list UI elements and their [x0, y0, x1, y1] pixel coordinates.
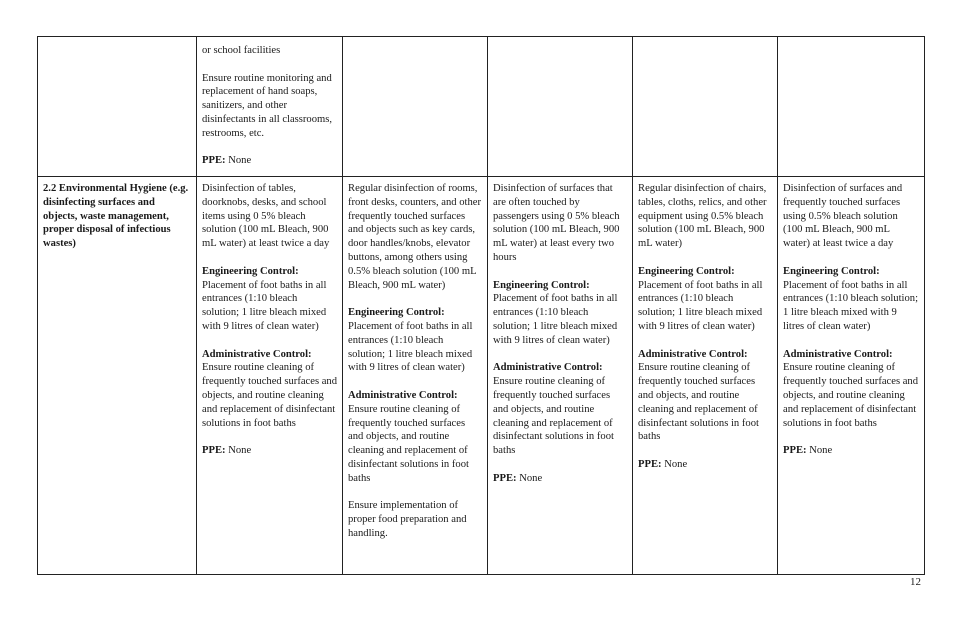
empty-cell: [488, 37, 633, 177]
ppe-value: None: [225, 155, 252, 167]
administrative-text: Ensure routine cleaning of frequently touched surfaces and objects, and routine cleaning and replacement of disinfectant solutions in foot baths: [348, 403, 469, 484]
engineering-text: Placement of foot baths in all entrances (1:10 bleach solution; 1 litre bleach mixed with 9 litres of clean water): [783, 279, 919, 332]
cell-text: Disinfection of tables, doorknobs, desks, and school items using 0 5% bleach solution (100 mL Bleach, 900 mL water) at least twice a day: [202, 183, 330, 250]
ppe-label: PPE:: [493, 472, 517, 484]
cell-text: Regular disinfection of chairs, tables, cloths, relics, and other equipment using 0.5% bleach solution (100 mL Bleach, 900 mL water): [638, 183, 767, 250]
administrative-control: [348, 389, 482, 486]
engineering-text: Placement of foot baths in all entrances (1:10 bleach solution; 1 litre bleach mixed with 9 litres of clean water): [202, 279, 327, 332]
cell-col4: [633, 177, 778, 575]
administrative-text: Ensure routine cleaning of frequently touched surfaces and objects, and routine cleaning and replacement of disinfectant solutions in foot baths: [783, 362, 919, 429]
engineering-control: [493, 279, 627, 348]
schools-cell: [197, 37, 343, 177]
administrative-label: Administrative Control:: [348, 389, 458, 401]
ppe-value: None: [806, 445, 833, 457]
table-row: [38, 37, 925, 177]
engineering-label: Engineering Control:: [202, 265, 299, 277]
ppe-label: PPE:: [638, 458, 662, 470]
ppe-label: PPE:: [202, 445, 226, 457]
empty-cell: [778, 37, 925, 177]
administrative-control: [202, 348, 337, 431]
administrative-label: Administrative Control:: [493, 362, 603, 374]
cell-text: or school facilities: [202, 45, 281, 56]
cell-col2: [343, 177, 488, 575]
administrative-control: [493, 361, 627, 458]
ppe-value: None: [225, 445, 252, 457]
administrative-control: [783, 348, 919, 431]
cell-text: Disinfection of surfaces that are often touched by passengers using 0 5% bleach solution (100 mL Bleach, 900 mL water) at least every two hours: [493, 183, 620, 263]
section-cell-empty: [38, 37, 197, 177]
engineering-control: [348, 306, 482, 375]
empty-cell: [343, 37, 488, 177]
engineering-text: Placement of foot baths in all entrances (1:10 bleach solution; 1 litre bleach mixed with 9 litres of clean water): [638, 279, 763, 332]
engineering-label: Engineering Control:: [493, 279, 590, 291]
engineering-label: Engineering Control:: [783, 265, 880, 277]
guidelines-table: [37, 36, 925, 575]
cell-text: Ensure routine monitoring and replacement of hand soaps, sanitizers, and other disinfectants in all classrooms, restrooms, etc.: [202, 72, 333, 139]
administrative-text: Ensure routine cleaning of frequently touched surfaces and objects, and routine cleaning and replacement of disinfectant solutions in foot baths: [638, 362, 759, 443]
cell-text: Regular disinfection of rooms, front desks, counters, and other frequently touched surfaces and objects such as key cards, door handles/knobs, elevator buttons, among others using 0.5% bleach solution (100 mL Bleach, 900 mL water): [348, 183, 481, 291]
engineering-control: [783, 265, 919, 334]
section-heading: 2.2 Environmental Hygiene (e.g. disinfecting surfaces and objects, waste management, proper disposal of infectious wastes): [43, 183, 189, 250]
engineering-control: [638, 265, 772, 334]
administrative-label: Administrative Control:: [783, 348, 893, 360]
page-number: 12: [910, 576, 921, 588]
administrative-label: Administrative Control:: [638, 348, 748, 360]
ppe-line: [783, 444, 919, 458]
ppe-line: [638, 458, 772, 472]
engineering-text: Placement of foot baths in all entrances (1:10 bleach solution; 1 litre bleach mixed with 9 litres of clean water): [348, 320, 473, 374]
ppe-value: None: [516, 472, 543, 484]
table-row: [38, 177, 925, 575]
ppe-label: PPE:: [783, 445, 807, 457]
ppe-line: [493, 472, 627, 486]
administrative-text: Ensure routine cleaning of frequently touched surfaces and objects, and routine cleaning and replacement of disinfectant solutions in foot baths: [202, 362, 338, 429]
cell-text: Ensure implementation of proper food preparation and handling.: [348, 500, 467, 539]
engineering-label: Engineering Control:: [348, 307, 445, 319]
engineering-label: Engineering Control:: [638, 265, 735, 277]
engineering-text: Placement of foot baths in all entrances (1:10 bleach solution; 1 litre bleach mixed with 9 litres of clean water): [493, 293, 618, 346]
cell-col1: [197, 177, 343, 575]
ppe-line: [202, 444, 337, 458]
cell-col3: [488, 177, 633, 575]
administrative-control: [638, 348, 772, 445]
engineering-control: [202, 265, 337, 334]
section-cell: [38, 177, 197, 575]
ppe-line: [202, 154, 337, 168]
cell-text: Disinfection of surfaces and frequently touched surfaces using 0.5% bleach solution (100 mL Bleach, 900 mL water) at least twice a day: [783, 183, 903, 250]
empty-cell: [633, 37, 778, 177]
cell-col5: [778, 177, 925, 575]
ppe-label: PPE:: [202, 155, 226, 167]
ppe-value: None: [661, 458, 688, 470]
administrative-text: Ensure routine cleaning of frequently touched surfaces and objects, and routine cleaning and replacement of disinfectant solutions in foot baths: [493, 376, 614, 457]
administrative-label: Administrative Control:: [202, 348, 312, 360]
